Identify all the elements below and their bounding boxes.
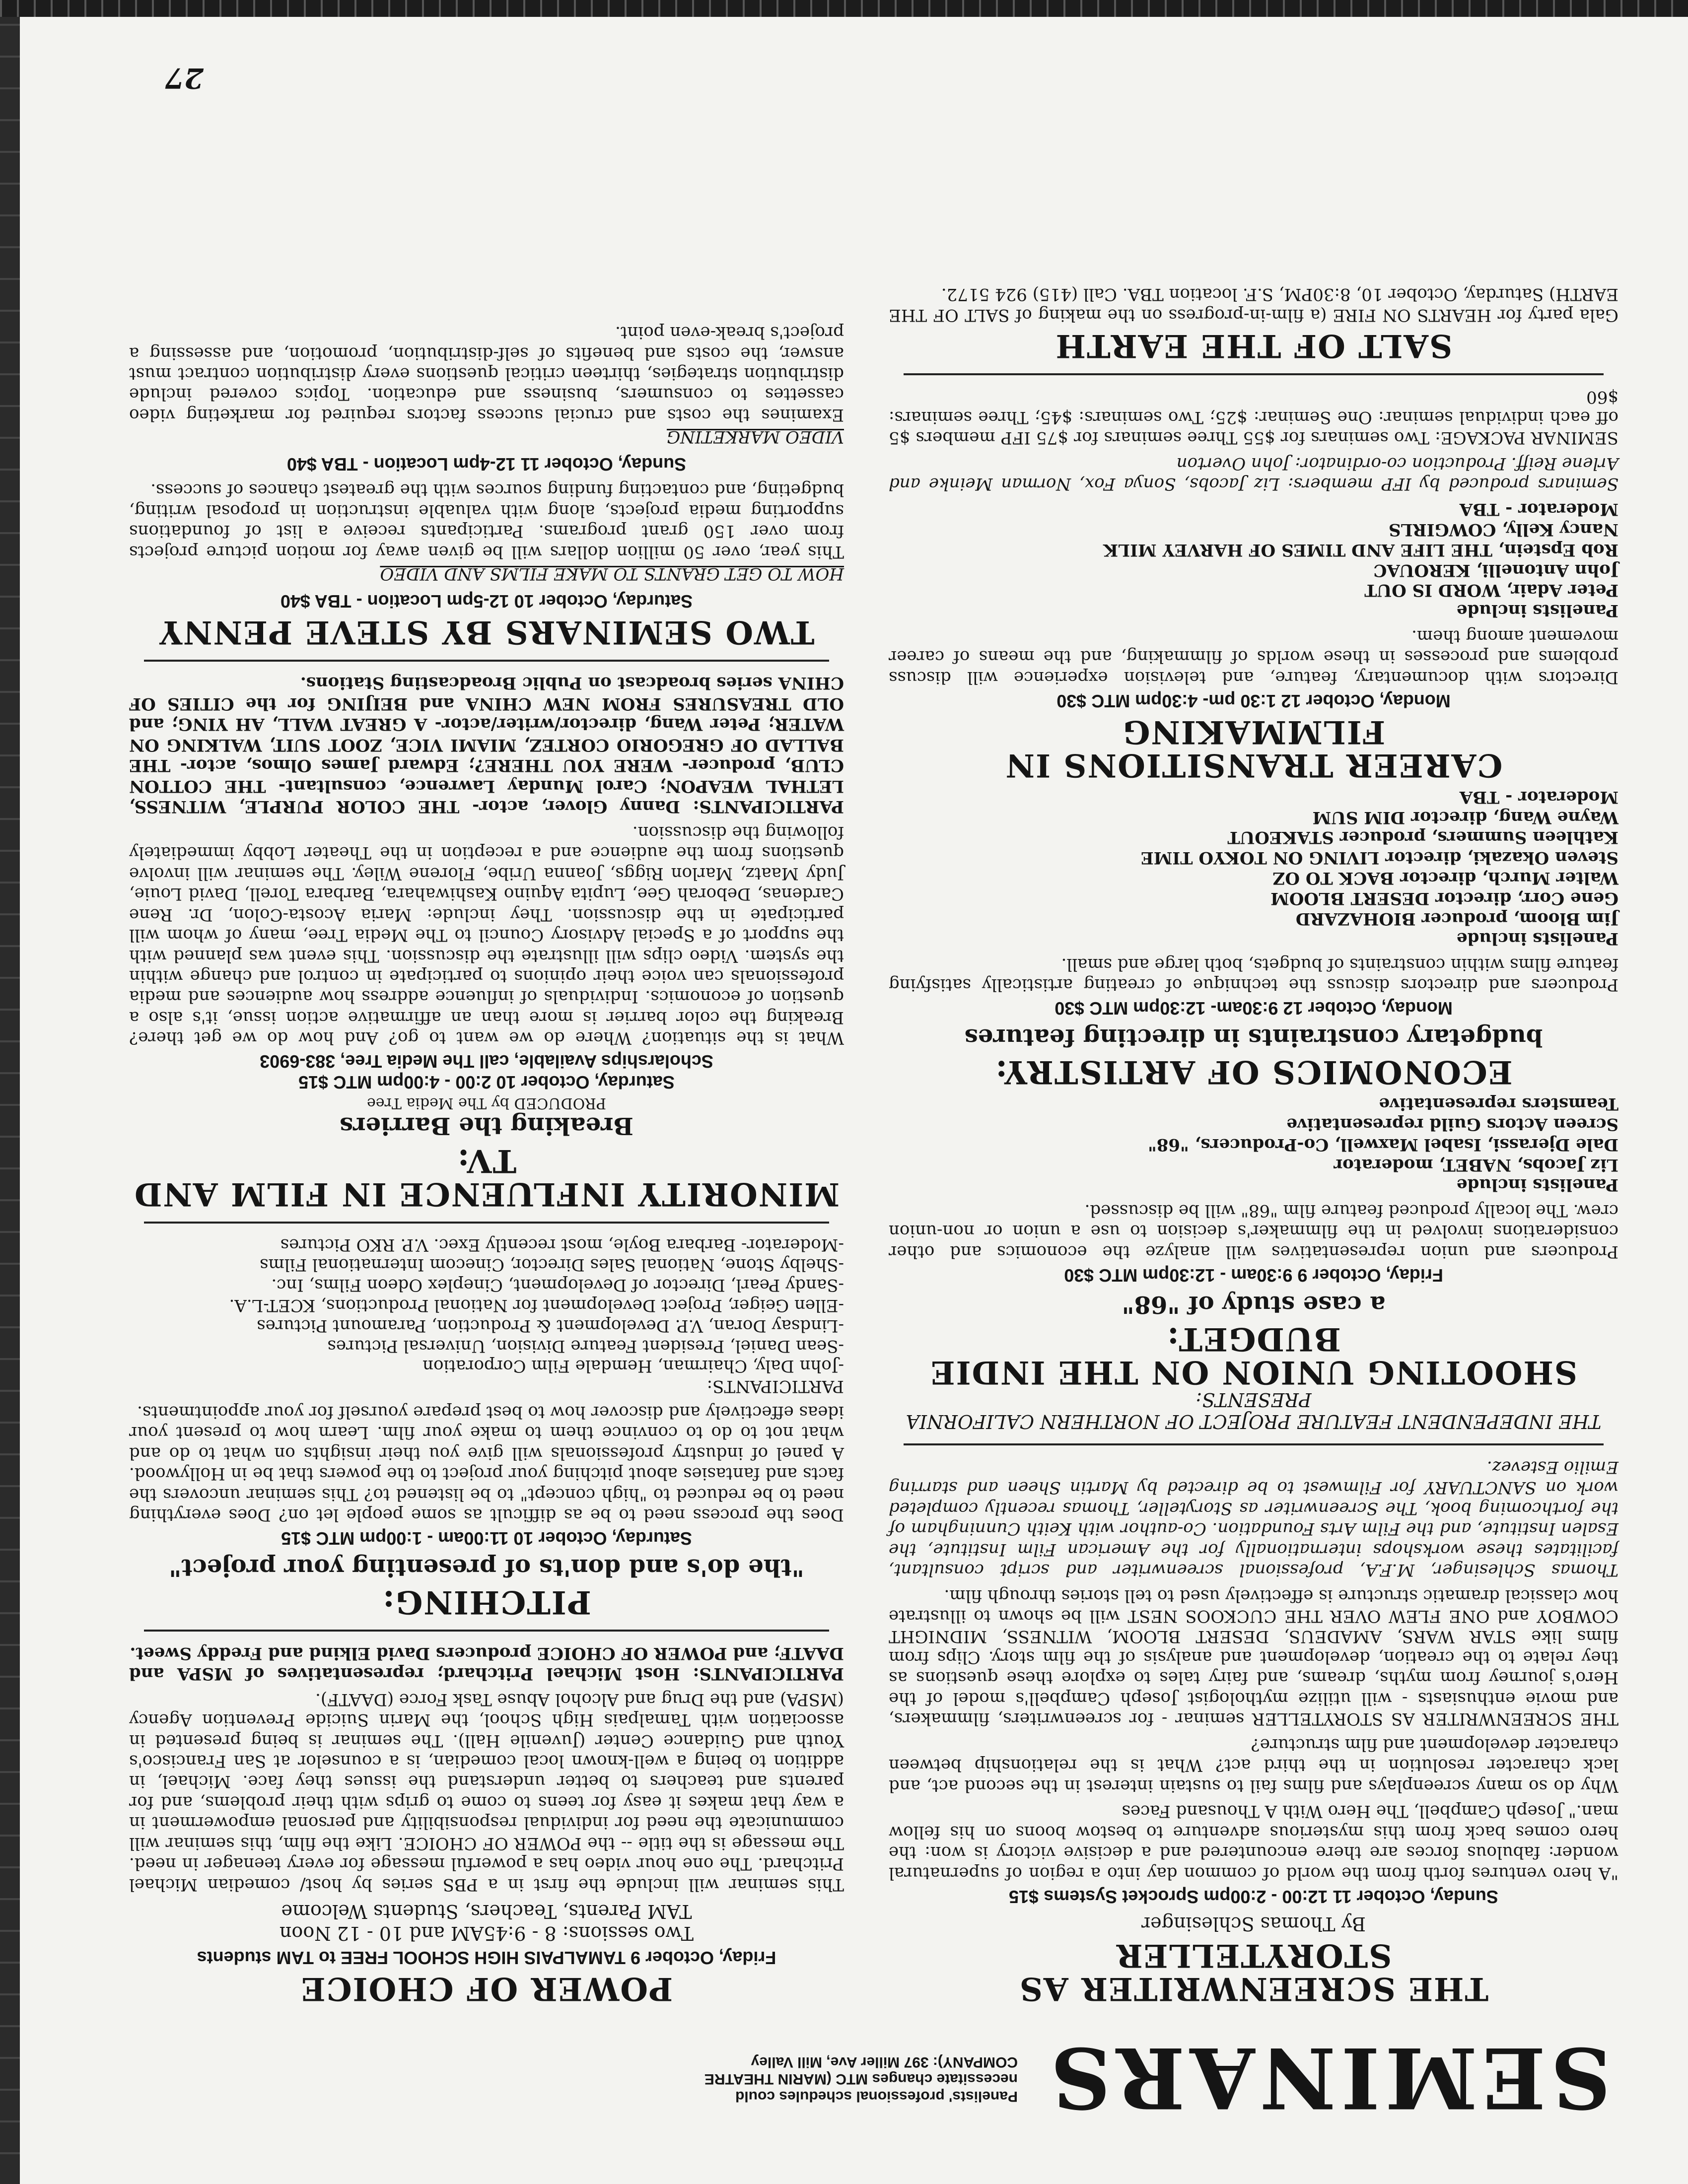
participant: -Sean Daniel, President Feature Division, Universal Pictures — [327, 1336, 844, 1356]
panelist: Screen Actors Guild representative — [1286, 1114, 1618, 1135]
divider — [904, 373, 1604, 375]
economics-section — [889, 787, 1618, 1089]
panelist: Kathleen Summers, producer STAKEOUT — [1227, 827, 1618, 848]
participant: -Lindsay Doran, V.P. Development & Production, Paramount Pictures — [257, 1315, 844, 1336]
power-desc: This seminar will include the first in a PBS series by host/ comedian Michael Pritchard. The one hour video has a powerful message for every teenager in need. The message is the title -- the POWER OF CHOICE. Like the film, this seminar will communicate the need for individual responsibility and personal empowerment in a way that makes it easy for teens to come to grips with their problems, and for parents and teachers to better understand the issues they face. Michael, in addition to being a well-known local comedian, is a counselor at San Francisco's Youth and Guidance Center (Juvenile Hall). The seminar is being presented in association with Tamalpais High School, the Marin Suicide Prevention Agency (MSPA) and the Drug and Alcohol Abuse Task Force (DAATF). — [129, 1689, 844, 1895]
page — [109, 50, 1618, 2127]
penny-when-1: Saturday, October 10 12-5pm Location - TBA $40 — [280, 591, 693, 612]
storyteller-when: Sunday, October 11 12:00 - 2:00pm Sprocket Systems $15 — [1009, 1886, 1498, 1907]
minority-section — [129, 673, 844, 1211]
penny-heading-1: HOW TO GET GRANTS TO MAKE FILMS AND VIDEO — [380, 563, 844, 584]
panelist: Nancy Kelly, COWGIRLS — [1388, 520, 1618, 540]
pitching-title: PITCHING: — [382, 1583, 591, 1621]
panelist: Peter Adair, WORD IS OUT — [1364, 580, 1618, 601]
penny-desc-1: This year, over 50 million dollars will be given away for motion picture projects from over 150 grant programs. Participants receive a list of foundations supporting media projects, along with valuable instruction in proposal writing, budgeting, and contacting funding sources with the greatest chances of success. — [129, 480, 844, 562]
career-desc: Directors with documentary, feature, and television experience will discuss problems and processes in these worlds of filmmaking, and the means of career movement among them. — [889, 626, 1618, 687]
header-note: Panelists' professional schedules could necessitate changes MTC (MARIN THEATRE COMPANY): 397 Miller Ave, Mill Valley — [704, 2054, 1018, 2105]
right-column — [129, 317, 844, 2005]
panelist: Gene Corr, director DESERT BLOOM — [1270, 888, 1618, 908]
panelist: Jim Bloom, producer BIOHAZARD — [1295, 908, 1618, 929]
penny-heading-2: VIDEO MARKETING — [667, 426, 844, 447]
penny-title: TWO SEMINARS BY STEVE PENNY — [158, 614, 815, 651]
minority-when: Saturday, October 10 2:00 - 4:00pm MTC $15 — [298, 1072, 675, 1093]
participant: -John Daly, Chairman, Hemdale Film Corporation — [422, 1356, 844, 1376]
panelists-label: Panelists include — [1456, 601, 1618, 621]
page-title: SEMINARS — [1046, 2029, 1611, 2127]
power-title: POWER OF CHOICE — [300, 1970, 673, 2007]
minority-desc: What is the situation? Where do we want to go? And how do we get there? Breaking the color barrier is more than an affirmative action issue, it's also a question of economics. Individuals of influence address how audiences and media professionals can voice their opinions to participate in control and change within the system. Video clips will illustrate the discussion. This event was planned with the support of a Special Advisory Council to The Media Tree, many of whom will participate in the discussion. They include: Maria Acosta-Colon, Dr. Rene Cardenas, Deborah Gee, Lupita Aquino Kashiwahara, Barbara Torell, David Louie, Judy Maatz, Marlon Riggs, Joanna Uribe, Florene Wiley. The seminar will involve questions from the audience and a reception in the Theater Lobby immediately following the discussion. — [129, 822, 844, 1048]
divider — [144, 1630, 829, 1632]
union-when: Friday, October 9 9:30am - 12:30pm MTC $30 — [1064, 1265, 1443, 1286]
pitching-section — [129, 1234, 844, 1619]
pitching-when: Saturday, October 10 11:00am - 1:00pm MTC $15 — [281, 1528, 692, 1549]
penny-section — [129, 322, 844, 649]
economics-title: ECONOMICS OF ARTISTRY: — [994, 1053, 1513, 1091]
union-presenter: THE INDEPENDENT FEATURE PROJECT OF NORTHERN CALIFORNIA PRESENTS: — [906, 1389, 1602, 1433]
pitching-desc: Does the process need to be as difficult as some people let on? Does everything need to be reduced to "high concept" to be listened to? This seminar uncovers the facts and fantasies about pitching your project to the powers that be in Hollywood. A panel of industry professionals will give you their insights on what to do and what not to do to convince them to make your film. Learn how to present your ideas effectively and discover how to best prepare yourself for your appointments. — [129, 1402, 844, 1525]
minority-scholarships: Scholarships Available, call The Media Tree, 383-6903 — [260, 1051, 713, 1072]
penny-desc-2: Examines the costs and crucial success factors required for marketing video cassettes to consumers, business and education. Topics covered include distribution strategies, thirteen critical questions every distribution contract must answer, the costs and benefits of self-distribution, promotion, and assessing a project's break-even point. — [129, 323, 844, 425]
power-line3: TAM Parents, Teachers, Students Welcome — [281, 1900, 692, 1922]
storyteller-bio: Thomas Schlesinger, M.F.A, professional screenwriter and script consultant, facilitates these workshops internationally for the American Film Institute, the Esalen Institute, and the Film Arts Foundation. Co-author with Keith Cunningham of the forthcoming book, The Screenwriter as Storyteller, Thomas recently completed work on SANCTUARY for Filmwest to be directed by Martin Sheen and starring Emilio Estevez. — [889, 1457, 1618, 1580]
panelists-label: Panelists include — [1456, 929, 1618, 949]
seminar-credits: Seminars produced by IFP members: Liz Jacobs, Sonya Fox, Norman Meinke and Arlene Reiff. Production co-ordinator: John Overton — [889, 453, 1618, 494]
participant: -Sandy Pearl, Director of Development, Cineplex Odeon Films, Inc. — [271, 1275, 844, 1296]
scanner-edge — [0, 0, 20, 2184]
left-column — [889, 279, 1618, 2005]
union-title: SHOOTING UNION ON THE INDIE BUDGET: — [929, 1320, 1578, 1391]
panelists-label: Panelists include — [1456, 1175, 1618, 1195]
storyteller-desc: THE SCREENWRITER AS STORYTELLER seminar - for screenwriters, filmmakers, and movie enthusiasts - will utilize mythologist Joseph Campbell's model of the Hero's journey from myths, dreams, and fairy tales to explore these questions as they relate to the creation, development and analysis of the film story. Clips from films like STAR WARS, AMADEUS, DESERT BLOOM, WITNESS, MIDNIGHT COWBOY and ONE FLEW OVER THE CUCKOOS NEST will be shown to illustrate how classical dramatic structure is effectively used to tell stories through film. — [889, 1585, 1618, 1729]
divider — [144, 1222, 829, 1224]
panelist: Moderator - TBA — [1459, 499, 1618, 520]
power-line1: Friday, October 9 TAMALPAIS HIGH SCHOOL FREE to TAM students — [197, 1947, 776, 1968]
panelist: John Antonelli, KEROUAC — [1373, 560, 1618, 580]
career-title: CAREER TRANSITIONS IN FILMMAKING — [1004, 713, 1503, 784]
minority-produced: PRODUCED by The Media Tree — [367, 1094, 607, 1112]
economics-when: Monday, October 12 9:30am- 12:30pm MTC $30 — [1055, 998, 1453, 1019]
panelist: Moderator - TBA — [1459, 787, 1618, 807]
storyteller-byline: By Thomas Schlesinger — [1141, 1912, 1366, 1935]
page-number: 27 — [165, 62, 204, 94]
panelist: Wayne Wang, director DIM SUM — [1312, 807, 1618, 827]
divider — [904, 1443, 1604, 1445]
participant: -Moderator- Barbara Boyle, most recently Exec. V.P. RKO Pictures — [280, 1234, 844, 1255]
career-section — [889, 386, 1618, 782]
storyteller-section — [889, 1456, 1618, 2005]
storyteller-question: Why do so many screenplays and films fail to sustain interest in the second act, and lack character resolution in the third act? What is the relationship between character development and film structure? — [889, 1734, 1618, 1796]
union-subtitle: a case study of "68" — [1122, 1290, 1386, 1318]
union-desc: Producers and union representatives will analyze the economics and other considerations involved in the filmmaker's decision to use a union or non-union crew. The locally produced feature film "68" will be discussed. — [889, 1200, 1618, 1262]
panelist: Teamsters representative — [1379, 1094, 1618, 1114]
storyteller-quote: "A hero ventures forth from the world of common day into a region of supernatural wonder: fabulous forces are there encountered and a decisive victory is won: the hero comes back from this mysterious adventure to bestow boons on his fellow man." Joseph Campbell, The Hero With A Thousand Faces — [889, 1801, 1618, 1883]
storyteller-title: THE SCREENWRITER AS STORYTELLER — [1018, 1936, 1489, 2007]
participant: -Shelby Stone, National Sales Director, Cinecom International Films — [260, 1255, 844, 1275]
seminar-package: SEMINAR PACKAGE: Two seminars for $55 Three seminars for $75 IFP members $5 off each individual seminar: One Seminar: $25; Two seminars: $45; Three seminars: $60 — [889, 387, 1618, 448]
header — [109, 2020, 1618, 2127]
minority-subtitle: Breaking the Barriers — [340, 1112, 633, 1140]
salt-title: SALT OF THE EARTH — [1055, 327, 1453, 365]
panelist: Walter Murch, director BACK TO OZ — [1272, 868, 1618, 888]
economics-desc: Producers and directors discuss the technique of creating artistically satisfying feature films within constraints of budgets, both large and small. — [889, 954, 1618, 995]
power-participants: PARTICIPANTS: Host Michael Pritchard; representatives of MSPA and DAATF; and POWER OF CHOICE producers David Elkind and Freddy Sweet. — [129, 1643, 844, 1684]
scanner-edge-bottom — [0, 0, 1688, 17]
pitching-subtitle: "the do's and don'ts of presenting your project" — [169, 1554, 804, 1581]
economics-panelists — [889, 787, 1618, 949]
career-when: Monday, October 12 1:30 pm- 4:30pm MTC $30 — [1056, 690, 1451, 711]
career-panelists — [889, 499, 1618, 620]
pitching-participants — [129, 1234, 844, 1396]
panelist: Rob Epstein, THE LIFE AND TIMES OF HARVEY MILK — [1103, 540, 1618, 560]
union-section — [889, 1093, 1618, 1433]
participant: -Ellen Geiger, Project Development for National Productions, KCET-L.A. — [229, 1296, 844, 1315]
power-line2: Two sessions: 8 - 9:45AM and 10 - 12 Noon — [279, 1922, 694, 1944]
economics-subtitle: budgetary constraints in directing features — [964, 1024, 1543, 1052]
power-section — [129, 1642, 844, 2005]
penny-when-2: Sunday, October 11 12-4pm Location - TBA $40 — [286, 454, 687, 475]
minority-title: MINORITY INFLUENCE IN FILM AND TV: — [133, 1142, 840, 1213]
divider — [144, 660, 829, 662]
participants-label: PARTICIPANTS: — [706, 1376, 844, 1397]
union-panelists — [889, 1093, 1618, 1195]
panelist: Dale Djerassi, Isabel Maxwell, Co-Producers, "68" — [1147, 1134, 1618, 1155]
minority-participants: PARTICIPANTS: Danny Glover, actor- THE COLOR PURPLE, WITNESS, LETHAL WEAPON; Carol Munday Lawrence, consultant- THE COTTON CLUB, producer- WERE YOU THERE?; Edward James Olmos, actor- THE BALLAD OF GREGORIO CORTEZ, MIAMI VICE, ZOOT SUIT, WALKING ON WATER; Peter Wang, director/writer/actor- A GREAT WALL, AH YING; and OLD TREASURES FROM NEW CHINA and BEIJING for the CITIES OF CHINA series broadcast on Public Broadcasting Stations. — [129, 673, 844, 817]
panelist: Liz Jacobs, NABET, moderator — [1334, 1155, 1618, 1175]
panelist: Steven Okazaki, director LIVING ON TOKYO TIME — [1140, 848, 1618, 868]
salt-section — [889, 284, 1618, 365]
salt-desc: Gala party for HEARTS ON FIRE (a film-in-progress on the making of SALT OF THE EARTH) Saturday, October 10, 8:30PM, S.F. location TBA. Call (415) 924 5172. — [889, 284, 1618, 325]
